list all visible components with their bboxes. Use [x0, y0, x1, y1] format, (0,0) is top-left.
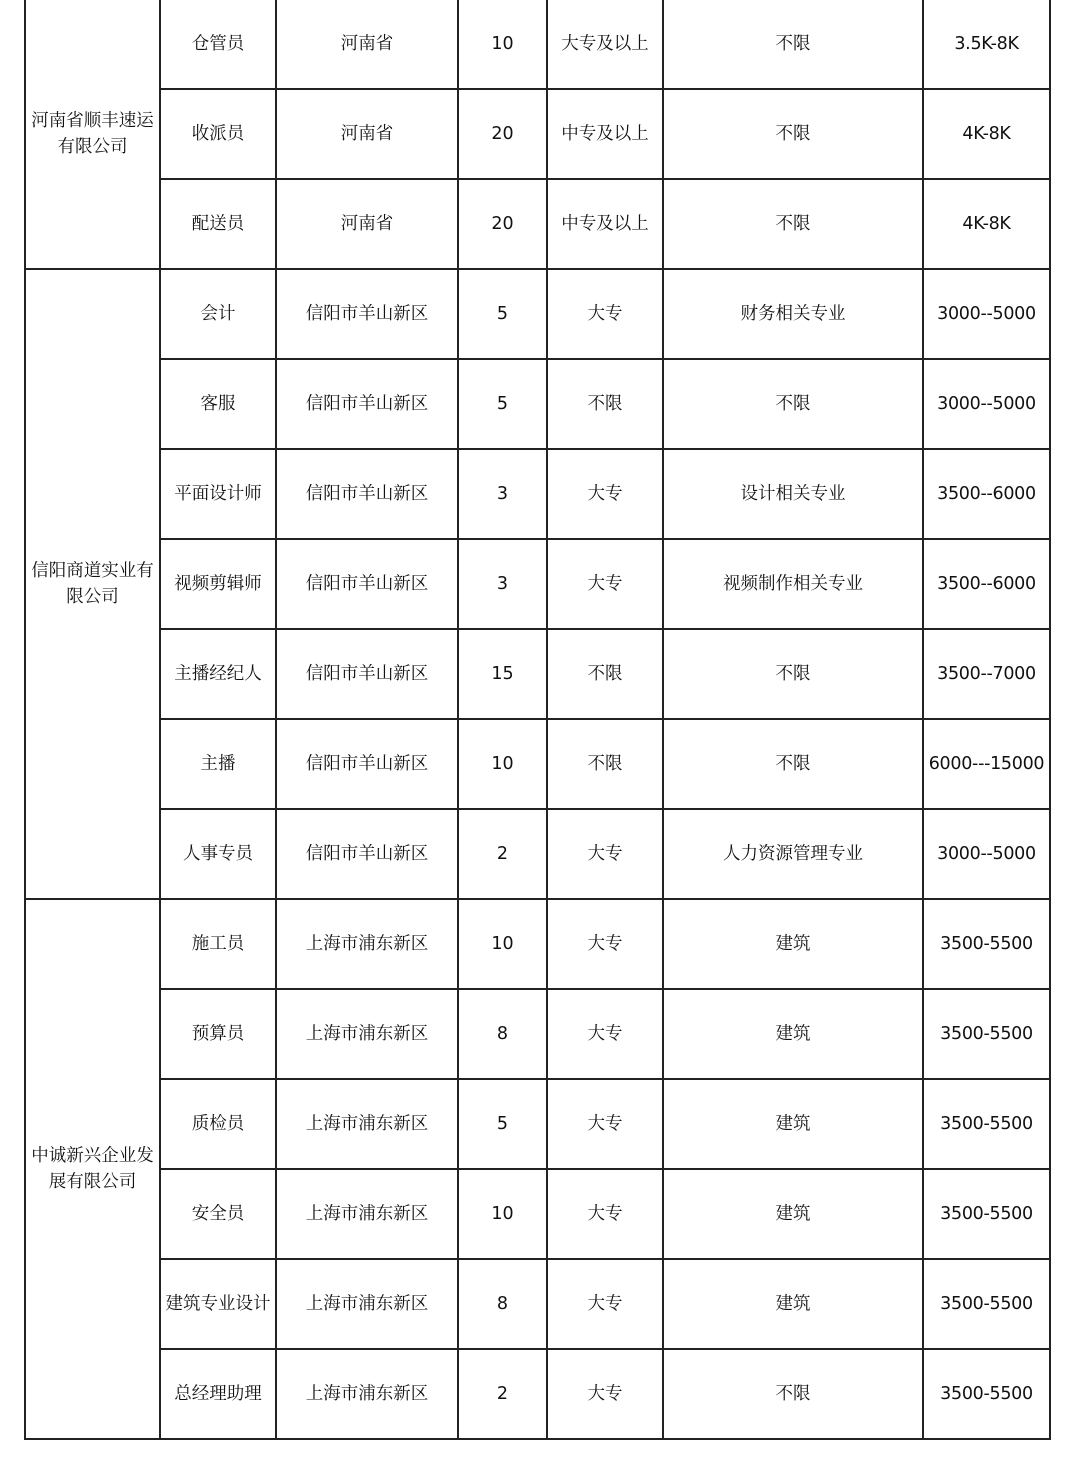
education-cell: 大专及以上: [547, 0, 663, 89]
major-cell: 建筑: [663, 899, 923, 989]
salary-cell: 3500-5500: [923, 1079, 1050, 1169]
salary-cell: 3500--7000: [923, 629, 1050, 719]
table-row: [25, 1169, 1050, 1259]
table-row: [25, 359, 1050, 449]
salary-cell: 3000--5000: [923, 359, 1050, 449]
position-cell: 施工员: [160, 899, 276, 989]
salary-cell: 4K-8K: [923, 179, 1050, 269]
location-cell: 上海市浦东新区: [276, 1259, 458, 1349]
major-cell: 视频制作相关专业: [663, 539, 923, 629]
count-cell: 20: [458, 89, 547, 179]
location-cell: 信阳市羊山新区: [276, 359, 458, 449]
table-row: [25, 719, 1050, 809]
table-row: [25, 809, 1050, 899]
count-cell: 5: [458, 1079, 547, 1169]
salary-cell: 3500-5500: [923, 1349, 1050, 1439]
table-row: [25, 89, 1050, 179]
position-cell: 客服: [160, 359, 276, 449]
location-cell: 信阳市羊山新区: [276, 269, 458, 359]
major-cell: 不限: [663, 359, 923, 449]
table-row: [25, 989, 1050, 1079]
education-cell: 大专: [547, 449, 663, 539]
company-name-cell: 河南省顺丰速运有限公司: [25, 0, 160, 269]
location-cell: 上海市浦东新区: [276, 989, 458, 1079]
location-cell: 河南省: [276, 179, 458, 269]
salary-cell: 6000---15000: [923, 719, 1050, 809]
location-cell: 信阳市羊山新区: [276, 629, 458, 719]
table-row: [25, 449, 1050, 539]
education-cell: 不限: [547, 359, 663, 449]
count-cell: 3: [458, 539, 547, 629]
salary-cell: 3500--6000: [923, 449, 1050, 539]
education-cell: 大专: [547, 1259, 663, 1349]
position-cell: 主播经纪人: [160, 629, 276, 719]
education-cell: 中专及以上: [547, 89, 663, 179]
job-table-body: [25, 0, 1050, 1439]
position-cell: 主播: [160, 719, 276, 809]
salary-cell: 3500-5500: [923, 989, 1050, 1079]
education-cell: 不限: [547, 629, 663, 719]
position-cell: 建筑专业设计: [160, 1259, 276, 1349]
position-cell: 仓管员: [160, 0, 276, 89]
location-cell: 河南省: [276, 0, 458, 89]
salary-cell: 3500-5500: [923, 899, 1050, 989]
major-cell: 建筑: [663, 1169, 923, 1259]
count-cell: 8: [458, 1259, 547, 1349]
position-cell: 收派员: [160, 89, 276, 179]
salary-cell: 3000--5000: [923, 809, 1050, 899]
major-cell: 不限: [663, 1349, 923, 1439]
table-row: [25, 539, 1050, 629]
position-cell: 平面设计师: [160, 449, 276, 539]
table-row: [25, 269, 1050, 359]
position-cell: 视频剪辑师: [160, 539, 276, 629]
count-cell: 10: [458, 719, 547, 809]
table-row: [25, 1259, 1050, 1349]
education-cell: 大专: [547, 539, 663, 629]
count-cell: 15: [458, 629, 547, 719]
salary-cell: 3000--5000: [923, 269, 1050, 359]
position-cell: 人事专员: [160, 809, 276, 899]
location-cell: 河南省: [276, 89, 458, 179]
location-cell: 上海市浦东新区: [276, 1079, 458, 1169]
table-row: [25, 1349, 1050, 1439]
education-cell: 大专: [547, 269, 663, 359]
table-row: [25, 179, 1050, 269]
education-cell: 大专: [547, 989, 663, 1079]
count-cell: 5: [458, 269, 547, 359]
count-cell: 2: [458, 1349, 547, 1439]
salary-cell: 4K-8K: [923, 89, 1050, 179]
education-cell: 大专: [547, 1079, 663, 1169]
table-row: [25, 629, 1050, 719]
location-cell: 上海市浦东新区: [276, 1169, 458, 1259]
position-cell: 安全员: [160, 1169, 276, 1259]
education-cell: 大专: [547, 899, 663, 989]
position-cell: 会计: [160, 269, 276, 359]
education-cell: 大专: [547, 1169, 663, 1259]
salary-cell: 3.5K-8K: [923, 0, 1050, 89]
company-name-cell: 信阳商道实业有限公司: [25, 269, 160, 899]
salary-cell: 3500-5500: [923, 1259, 1050, 1349]
count-cell: 2: [458, 809, 547, 899]
location-cell: 上海市浦东新区: [276, 1349, 458, 1439]
major-cell: 人力资源管理专业: [663, 809, 923, 899]
major-cell: 建筑: [663, 1259, 923, 1349]
education-cell: 大专: [547, 809, 663, 899]
major-cell: 不限: [663, 719, 923, 809]
location-cell: 信阳市羊山新区: [276, 449, 458, 539]
position-cell: 配送员: [160, 179, 276, 269]
education-cell: 大专: [547, 1349, 663, 1439]
count-cell: 10: [458, 899, 547, 989]
count-cell: 3: [458, 449, 547, 539]
location-cell: 信阳市羊山新区: [276, 719, 458, 809]
location-cell: 信阳市羊山新区: [276, 539, 458, 629]
major-cell: 不限: [663, 89, 923, 179]
position-cell: 质检员: [160, 1079, 276, 1169]
company-name-cell: 中诚新兴企业发展有限公司: [25, 899, 160, 1439]
location-cell: 信阳市羊山新区: [276, 809, 458, 899]
major-cell: 不限: [663, 0, 923, 89]
count-cell: 10: [458, 1169, 547, 1259]
count-cell: 5: [458, 359, 547, 449]
salary-cell: 3500--6000: [923, 539, 1050, 629]
position-cell: 总经理助理: [160, 1349, 276, 1439]
major-cell: 不限: [663, 179, 923, 269]
major-cell: 建筑: [663, 989, 923, 1079]
major-cell: 财务相关专业: [663, 269, 923, 359]
education-cell: 不限: [547, 719, 663, 809]
position-cell: 预算员: [160, 989, 276, 1079]
major-cell: 不限: [663, 629, 923, 719]
major-cell: 建筑: [663, 1079, 923, 1169]
count-cell: 8: [458, 989, 547, 1079]
major-cell: 设计相关专业: [663, 449, 923, 539]
education-cell: 中专及以上: [547, 179, 663, 269]
count-cell: 20: [458, 179, 547, 269]
location-cell: 上海市浦东新区: [276, 899, 458, 989]
table-row: [25, 0, 1050, 89]
table-row: [25, 899, 1050, 989]
salary-cell: 3500-5500: [923, 1169, 1050, 1259]
table-row: [25, 1079, 1050, 1169]
count-cell: 10: [458, 0, 547, 89]
job-listing-table: [24, 0, 1051, 1440]
